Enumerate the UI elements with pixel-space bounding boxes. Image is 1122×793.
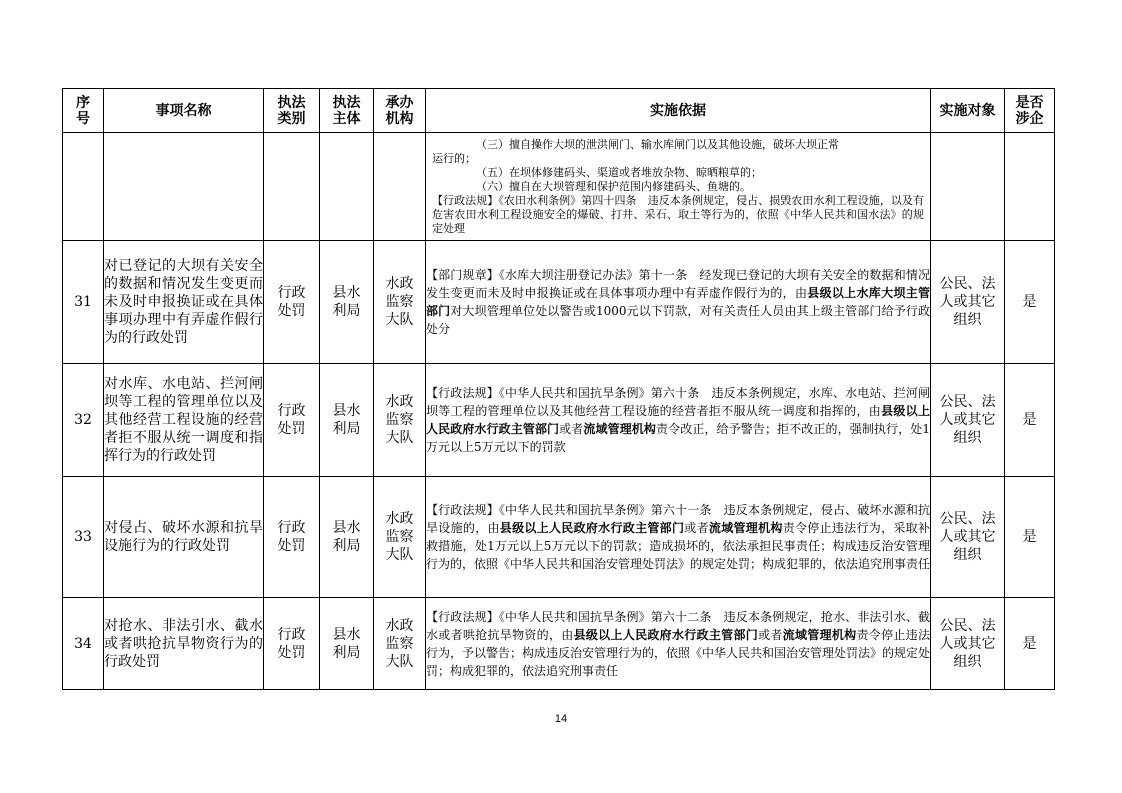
enforcement-table [62,88,1055,690]
table-row [63,598,1055,690]
header-basis: 实施依据 [426,89,931,133]
row-basis: 【行政法规】《中华人民共和国抗旱条例》第六十条 违反本条例规定，水库、水电站、拦河闸坝等工程的管理单位以及其他经营工程设施的经营者拒不服从统一调度和指挥的，由县级以上人民政府水行政主管部门或者流域管理机构责令改正，给予警告；拒不改正的，强制执行，处1万元以上5万元以下的罚款 [426,364,931,477]
header-handling-unit: 承办机构 [374,89,426,133]
row-enterprise: 是 [1005,598,1055,690]
row-item-name: 对已登记的大坝有关安全的数据和情况发生变更而未及时申报换证或在具体事项办理中有弄虚作假行为的行政处罚 [104,241,264,364]
continuation-row [63,133,1055,241]
row-type: 行政处罚 [264,241,320,364]
header-item-name: 事项名称 [104,89,264,133]
header-target: 实施对象 [931,89,1005,133]
row-seq: 32 [63,364,104,477]
table-row [63,477,1055,598]
row-subject: 县水利局 [320,241,374,364]
header-enforcement-subject: 执法主体 [320,89,374,133]
row-target: 公民、法人或其它组织 [931,598,1005,690]
row-seq: 34 [63,598,104,690]
row-basis: 【部门规章】《水库大坝注册登记办法》第十一条 经发现已登记的大坝有关安全的数据和情况发生变更而未及时申报换证或在具体事项办理中有弄虚作假行为的，由县级以上水库大坝主管部门对大坝管理单位处以警告或1000元以下罚款，对有关责任人员由其上级主管部门给予行政处分 [426,241,931,364]
row-target: 公民、法人或其它组织 [931,477,1005,598]
row-basis: 【行政法规】《中华人民共和国抗旱条例》第六十二条 违反本条例规定，抢水、非法引水、截水或者哄抢抗旱物资的，由县级以上人民政府水行政主管部门或者流域管理机构责令停止违法行为，予以警告；构成违反治安管理行为的，依照《中华人民共和国治安管理处罚法》的规定处罚；构成犯罪的，依法追究刑事责任 [426,598,931,690]
page-number: 14 [554,713,568,725]
header-enforcement-type: 执法类别 [264,89,320,133]
header-involves-enterprise: 是否涉企 [1005,89,1055,133]
row-target: 公民、法人或其它组织 [931,241,1005,364]
row-unit: 水政监察大队 [374,364,426,477]
row-target: 公民、法人或其它组织 [931,364,1005,477]
row-enterprise: 是 [1005,477,1055,598]
row-seq: 31 [63,241,104,364]
header-seq: 序号 [63,89,104,133]
row-basis: 【行政法规】《中华人民共和国抗旱条例》第六十一条 违反本条例规定，侵占、破坏水源和抗旱设施的，由县级以上人民政府水行政主管部门或者流域管理机构责令停止违法行为，采取补救措施，处1万元以上5万元以下的罚款；造成损坏的，依法承担民事责任；构成违反治安管理行为的，依照《中华人民共和国治安管理处罚法》的规定处罚；构成犯罪的，依法追究刑事责任 [426,477,931,598]
row-subject: 县水利局 [320,364,374,477]
row-unit: 水政监察大队 [374,477,426,598]
row-item-name: 对侵占、破坏水源和抗旱设施行为的行政处罚 [104,477,264,598]
row-type: 行政处罚 [264,598,320,690]
table-row [63,364,1055,477]
row-unit: 水政监察大队 [374,598,426,690]
row-type: 行政处罚 [264,477,320,598]
table-row [63,241,1055,364]
row-enterprise: 是 [1005,241,1055,364]
row-item-name: 对水库、水电站、拦河闸坝等工程的管理单位以及其他经营工程设施的经营者拒不服从统一调度和指挥行为的行政处罚 [104,364,264,477]
row-item-name: 对抢水、非法引水、截水或者哄抢抗旱物资行为的行政处罚 [104,598,264,690]
continuation-basis: （三）擅自操作大坝的泄洪闸门、输水库闸门以及其他设施，破坏大坝正常 运行的； （五）在坝体修建码头、渠道或者堆放杂物、晾晒粮草的； （六）擅自在大坝管理和保护范围内修建码头、鱼塘的。 【行政法规】《农田水利条例》第四十四条 违反本条例规定，侵占、损毁农田水利工程设施，以及有危害农田水利工程设施安全的爆破、打井、采石、取土等行为的，依照《中华人民共和国水法》的规定处理 [426,133,931,241]
row-seq: 33 [63,477,104,598]
row-subject: 县水利局 [320,598,374,690]
row-type: 行政处罚 [264,364,320,477]
header-row [63,89,1055,133]
row-enterprise: 是 [1005,364,1055,477]
row-subject: 县水利局 [320,477,374,598]
row-unit: 水政监察大队 [374,241,426,364]
